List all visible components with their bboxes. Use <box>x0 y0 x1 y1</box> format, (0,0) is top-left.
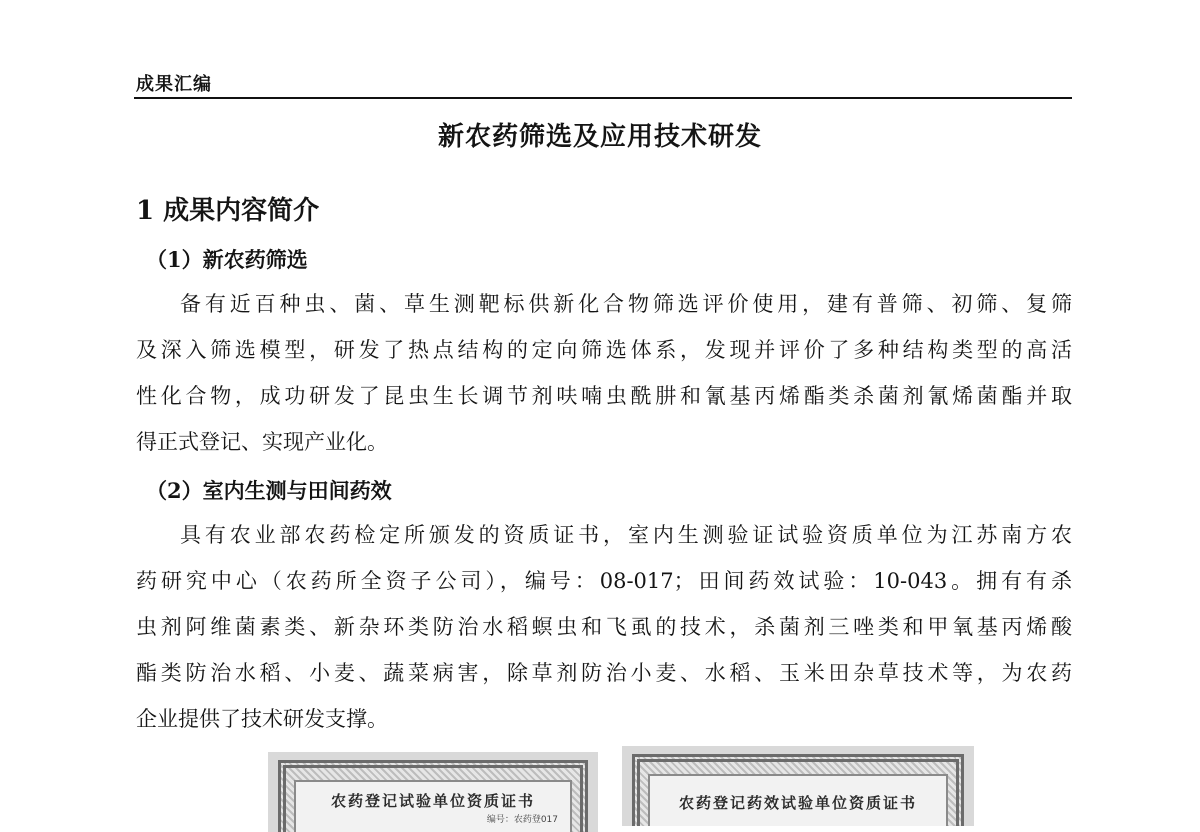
paragraph-line: 企业提供了技术研发支撑。 <box>136 707 388 731</box>
certificate-title: 农药登记试验单位资质证书 <box>330 792 535 810</box>
subsection-heading-screening: （1）新农药筛选 <box>146 247 308 272</box>
certificate-image-efficacy <box>622 746 974 826</box>
paragraph-line: 备有近百种虫、菌、草生测靶标供新化合物筛选评价使用，建有普筛、初筛、复筛 <box>180 292 1072 316</box>
paragraph-line: 虫剂阿维菌素类、新杂环类防治水稻螟虫和飞虱的技术，杀菌剂三唑类和甲氧基丙烯酸 <box>136 615 1072 639</box>
paragraph-line: 性化合物，成功研发了昆虫生长调节剂呋喃虫酰肼和氰基丙烯酯类杀菌剂氰烯菌酯并取 <box>136 384 1072 408</box>
document-title: 新农药筛选及应用技术研发 <box>437 122 762 152</box>
paragraph-bioassay <box>136 512 1072 742</box>
certificate-image-registration <box>268 752 598 832</box>
running-header: 成果汇编 <box>136 74 212 95</box>
paragraph-line: 具有农业部农药检定所颁发的资质证书，室内生测验证试验资质单位为江苏南方农 <box>180 523 1072 547</box>
certificate-title: 农药登记药效试验单位资质证书 <box>678 794 917 812</box>
subsection-heading-bioassay: （2）室内生测与田间药效 <box>146 478 392 503</box>
certificate-number: 编号：农药登017 <box>486 815 558 825</box>
header-rule <box>134 97 1072 99</box>
paragraph-line: 酯类防治水稻、小麦、蔬菜病害，除草剂防治小麦、水稻、玉米田杂草技术等，为农药 <box>136 661 1072 685</box>
paragraph-line: 及深入筛选模型，研发了热点结构的定向筛选体系，发现并评价了多种结构类型的高活 <box>136 338 1072 362</box>
paragraph-line: 药研究中心（农药所全资子公司），编号：08-017；田间药效试验：10-043。拥有有杀 <box>136 569 1072 593</box>
section-heading: 1 成果内容简介 <box>136 196 320 226</box>
paragraph-screening <box>136 281 1072 465</box>
paragraph-line: 得正式登记、实现产业化。 <box>136 430 388 454</box>
